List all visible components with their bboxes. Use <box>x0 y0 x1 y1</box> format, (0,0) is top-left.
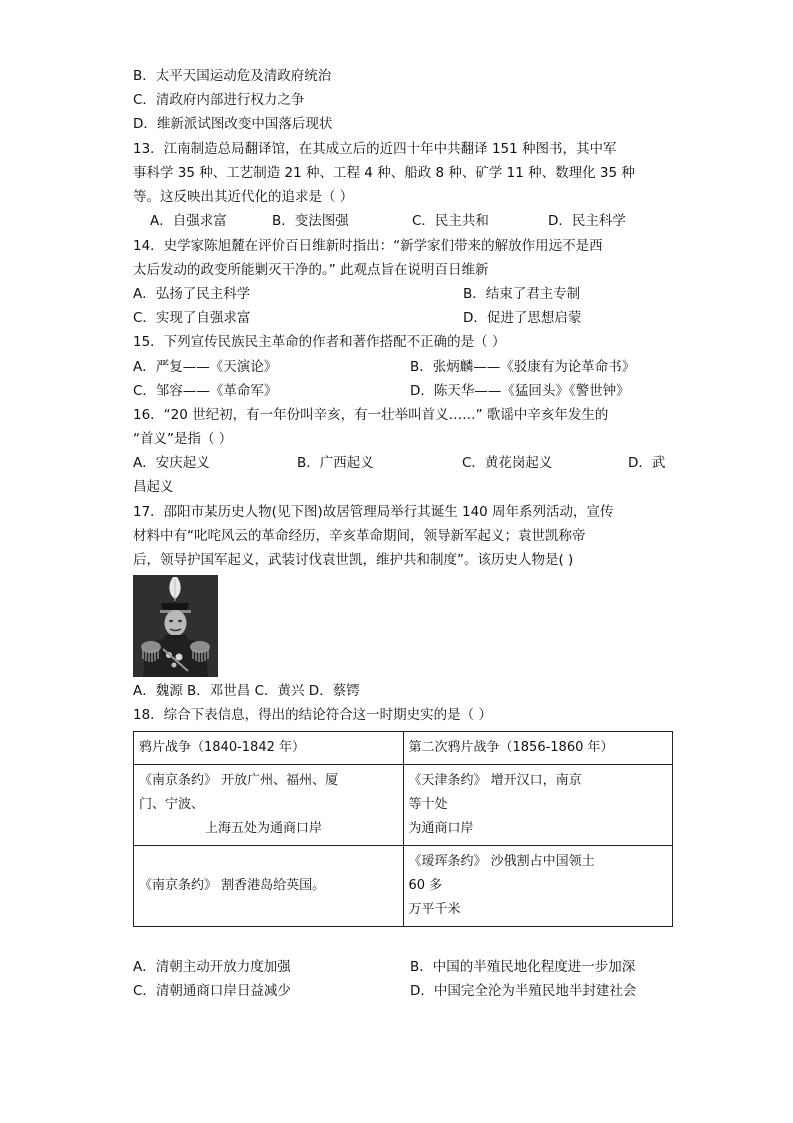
q15-option-d: D．陈天华——《猛回头》《警世钟》 <box>410 383 630 399</box>
q16-option-b: B．广西起义 <box>297 455 374 471</box>
q18-option-c: C．清朝通商口岸日益减少 <box>133 983 291 999</box>
q17-stem-line1: 17．邵阳市某历史人物(见下图)故居管理局举行其诞生 140 周年系列活动，宣传 <box>133 504 614 520</box>
cell-line: 60 多 <box>408 878 443 893</box>
table-header-second-opium-war: 第二次鸦片战争（1856-1860 年） <box>403 732 673 765</box>
q12-option-d: D．维新派试图改变中国落后现状 <box>133 116 333 132</box>
q16-option-a: A．安庆起义 <box>133 455 210 471</box>
q14-option-a: A．弘扬了民主科学 <box>133 286 251 302</box>
q12-option-b: B．太平天国运动危及清政府统治 <box>133 68 332 84</box>
table-cell-nanjing-ports <box>134 765 404 846</box>
cell-line: 《南京条约》 开放广州、福州、厦 <box>139 773 339 788</box>
q14-option-c: C．实现了自强求富 <box>133 310 251 326</box>
q13-option-d: D．民主科学 <box>548 213 626 229</box>
q14-option-b: B．结束了君主专制 <box>463 286 581 302</box>
q18-option-a: A．清朝主动开放力度加强 <box>133 959 291 975</box>
treaty-comparison-table <box>133 731 673 927</box>
table-cell-tianjin-ports <box>403 765 673 846</box>
q17-stem-line3: 后，领导护国军起义，武装讨伐袁世凯，维护共和制度”。该历史人物是( ) <box>133 552 574 568</box>
table-row <box>134 846 673 927</box>
q13-option-b: B．变法图强 <box>272 213 349 229</box>
q16-stem-line2: “首义”是指（ ） <box>133 431 233 447</box>
q14-option-d: D．促进了思想启蒙 <box>463 310 582 326</box>
cell-line: 《瑷珲条约》 沙俄割占中国领土 <box>408 854 595 869</box>
cell-line: 《天津条约》 增开汉口，南京 <box>408 773 582 788</box>
table-cell-nanjing-hongkong: 《南京条约》 割香港岛给英国。 <box>134 846 404 927</box>
q13-option-a: A．自强求富 <box>150 213 227 229</box>
q18-stem: 18．综合下表信息，得出的结论符合这一时期史实的是（ ） <box>133 707 492 723</box>
table-cell-aigun-territory <box>403 846 673 927</box>
q17-stem-line2: 材料中有“叱咤风云的革命经历，辛亥革命期间，领导新军起义；袁世凯称帝 <box>133 528 586 544</box>
q14-stem-line2: 太后发动的政变所能剿灭干净的。” 此观点旨在说明百日维新 <box>133 262 489 278</box>
table-header-opium-war: 鸦片战争（1840-1842 年） <box>134 732 404 765</box>
q15-option-c: C．邹容——《革命军》 <box>133 383 278 399</box>
q15-option-b: B．张炳麟——《驳康有为论革命书》 <box>410 359 636 375</box>
q17-options: A．魏源 B．邓世昌 C．黄兴 D．蔡锷 <box>133 683 360 699</box>
q16-option-d-line2: 昌起义 <box>133 479 174 495</box>
cell-line: 门、宁波、 <box>139 797 205 812</box>
q16-option-d-line1: D．武 <box>628 455 666 471</box>
q18-option-d: D．中国完全沦为半殖民地半封建社会 <box>410 983 637 999</box>
q15-option-a: A．严复——《天演论》 <box>133 359 278 375</box>
cell-line: 万平千米 <box>408 902 461 917</box>
q15-stem: 15．下列宣传民族民主革命的作者和著作搭配不正确的是（ ） <box>133 334 506 350</box>
q16-option-c: C．黄花岗起义 <box>462 455 553 471</box>
q12-option-c: C．清政府内部进行权力之争 <box>133 92 305 108</box>
q14-stem-line1: 14．史学家陈旭麓在评价百日维新时指出：“新学家们带来的解放作用远不是西 <box>133 238 603 254</box>
q16-stem-line1: 16．“20 世纪初，有一年份叫辛亥，有一壮举叫首义……” 歌谣中辛亥年发生的 <box>133 407 609 423</box>
cell-line: 上海五处为通商口岸 <box>205 821 323 836</box>
cell-line: 等十处 <box>408 797 448 812</box>
q13-option-c: C．民主共和 <box>412 213 489 229</box>
q18-option-b: B．中国的半殖民地化程度进一步加深 <box>410 959 636 975</box>
q13-stem-line3: 等。这反映出其近代化的追求是（ ） <box>133 189 354 205</box>
cell-line: 为通商口岸 <box>408 821 474 836</box>
table-row <box>134 732 673 765</box>
q13-stem-line2: 事科学 35 种、工艺制造 21 种、工程 4 种、船政 8 种、矿学 11 种、数理化 35 种 <box>133 165 635 181</box>
table-row <box>134 765 673 846</box>
q13-stem-line1: 13．江南制造总局翻译馆，在其成立后的近四十年中共翻译 151 种图书，其中军 <box>133 141 617 157</box>
historical-figure-portrait <box>133 575 218 677</box>
